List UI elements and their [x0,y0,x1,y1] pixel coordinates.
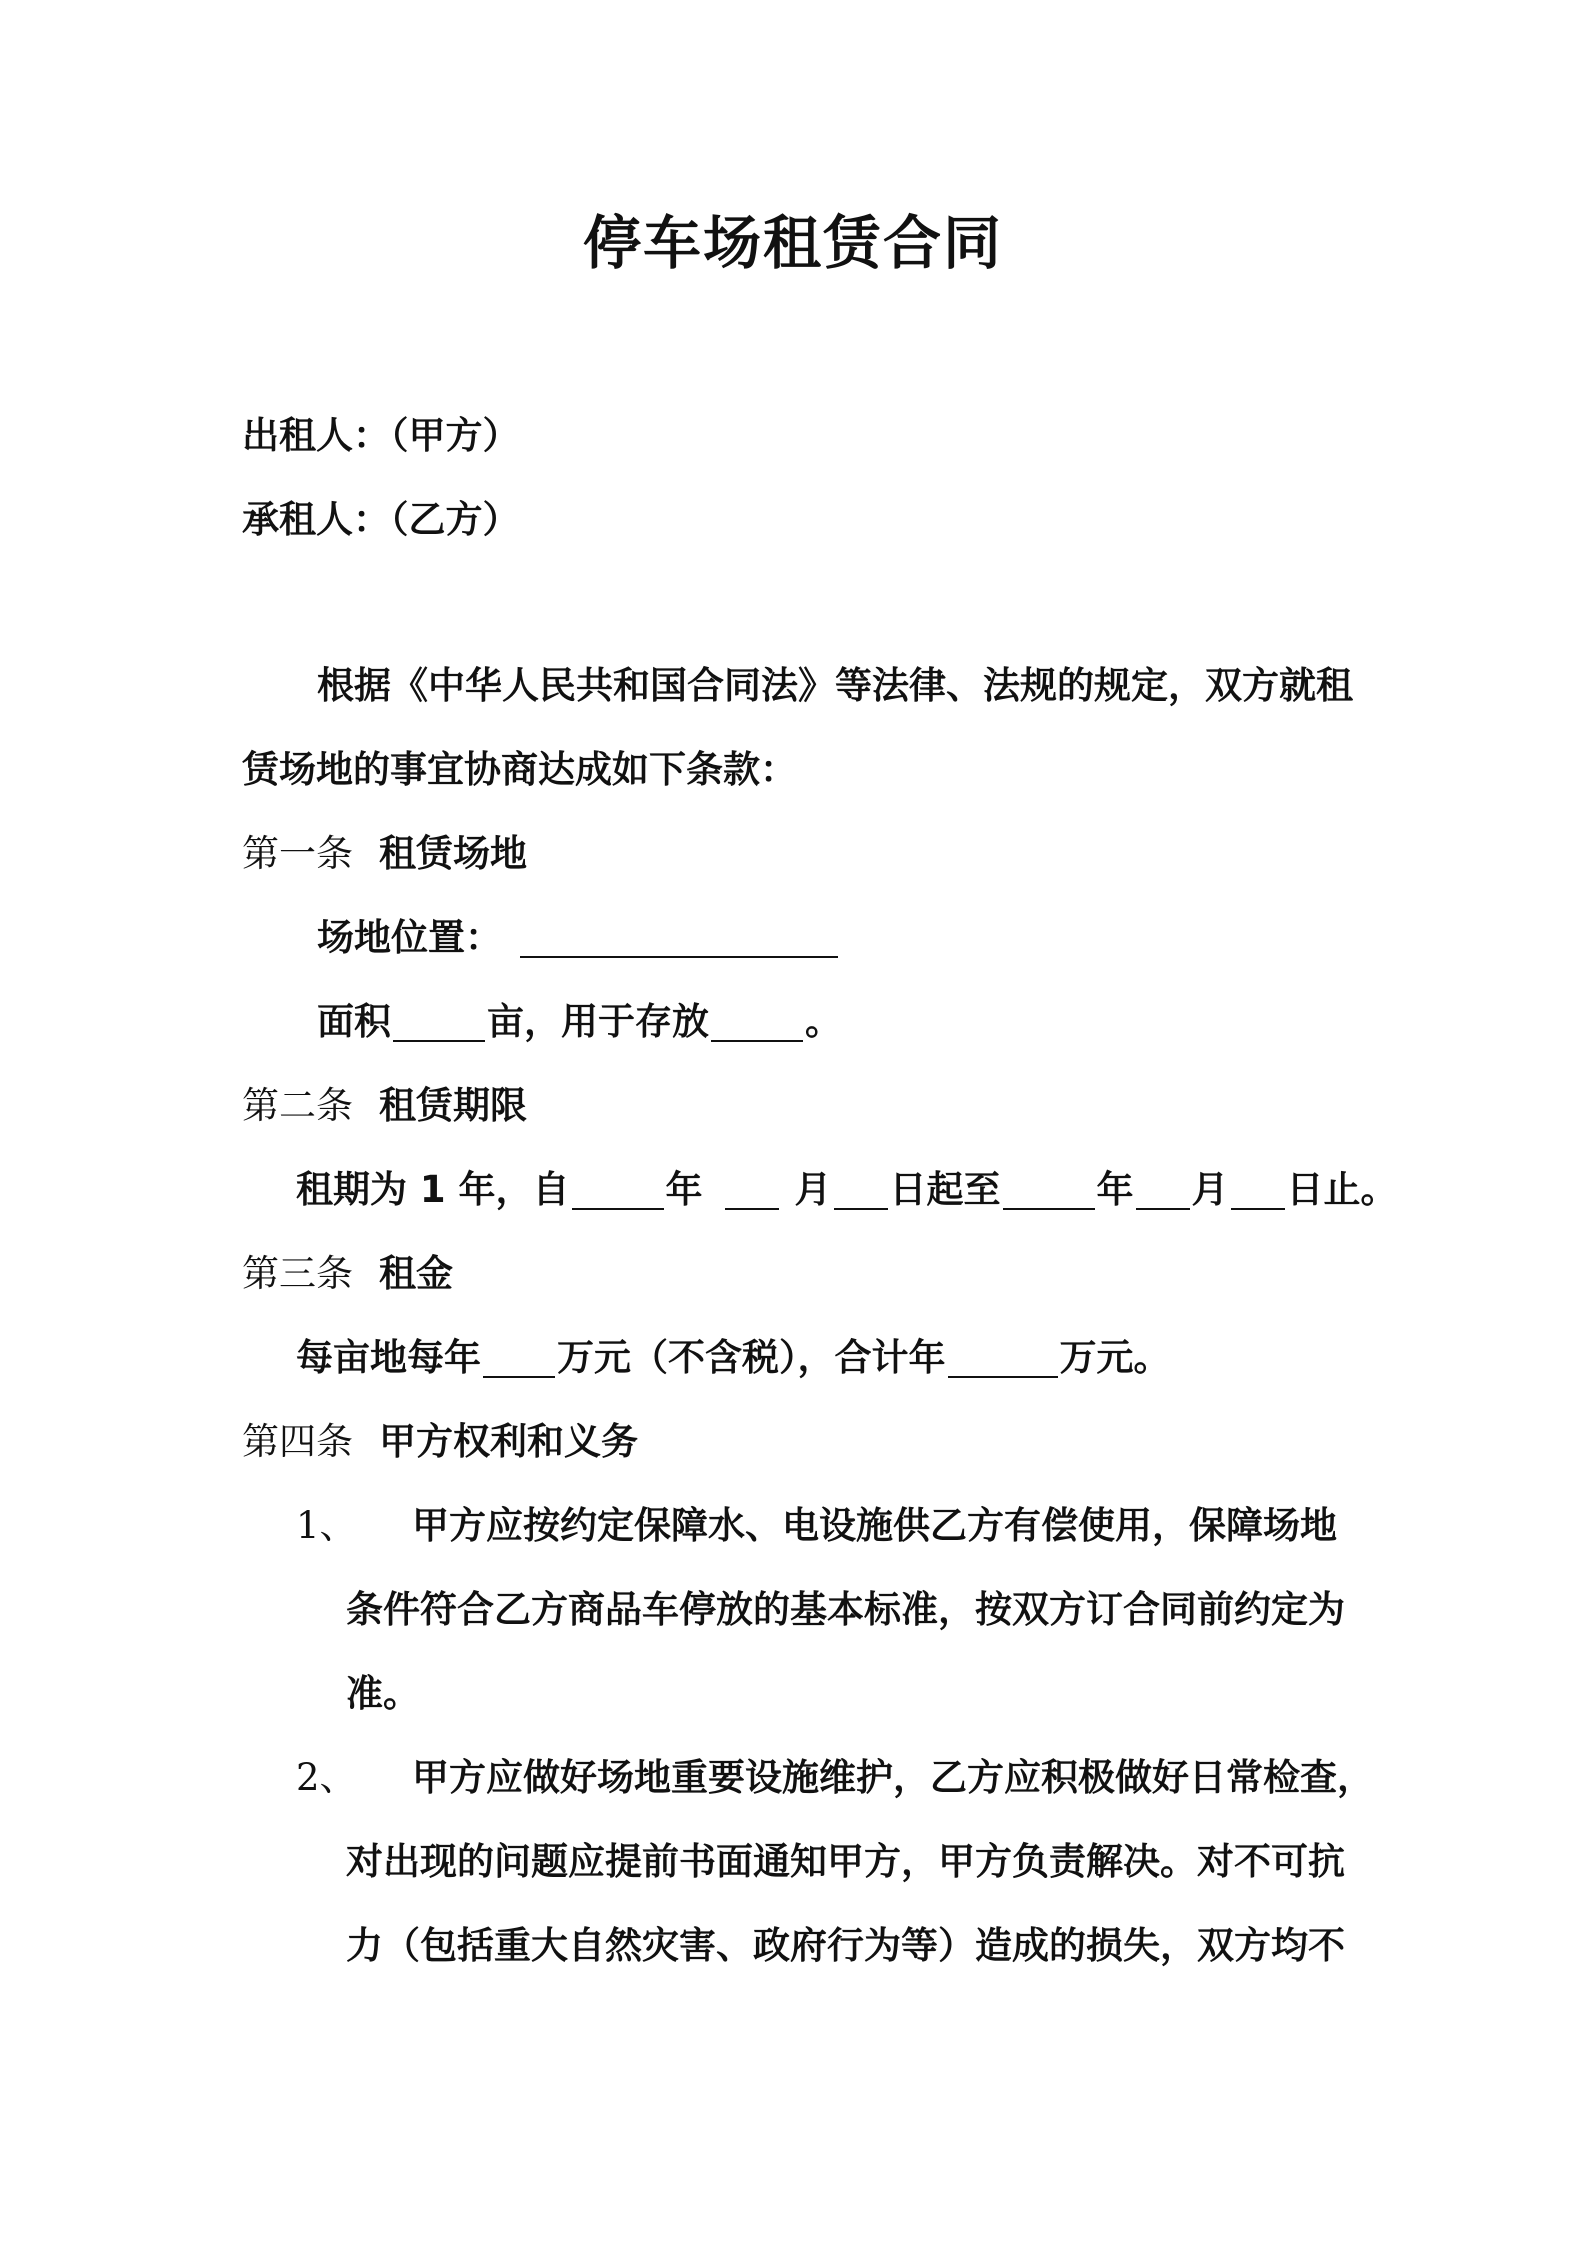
list-item [296,1754,1374,1802]
article-3-heading: 租金 [379,1252,453,1295]
site-area-line [317,998,842,1046]
lease-term-line [296,1166,1398,1214]
site-location-line [317,914,840,962]
list-item-line: 条件符合乙方商品车停放的基本标准，按双方订合同前约定为 [346,1588,1345,1631]
article-2-heading: 租赁期限 [379,1084,527,1127]
lease-term-text-3: 月 [794,1168,832,1211]
article-4-number: 第四条 [242,1420,353,1463]
article-1-number: 第一条 [242,832,353,875]
list-item-number: 1、 [296,1504,357,1547]
article-3-header [242,1250,453,1298]
rent-per-mu-blank [483,1375,555,1378]
storage-blank [711,1039,803,1042]
list-item [296,1502,1337,1550]
article-2-header [242,1082,527,1130]
list-item-number: 2、 [296,1756,357,1799]
lessee-line: 承租人：（乙方） [242,498,520,541]
rent-total-blank [948,1375,1058,1378]
rent-text-1: 每亩地每年 [296,1336,481,1379]
list-item-line: 准。 [346,1672,420,1715]
lease-term-text-2: 年 [665,1168,703,1211]
article-1-header [242,830,527,878]
site-location-blank [520,955,838,958]
rent-line [296,1334,1171,1382]
area-label: 面积 [317,1000,391,1043]
lease-term-text-6: 月 [1191,1168,1229,1211]
end-year-blank [1003,1207,1095,1210]
lease-term-text-5: 年 [1096,1168,1134,1211]
document-title: 停车场租赁合同 [582,209,1003,277]
list-item-line: 对出现的问题应提前书面通知甲方，甲方负责解决。对不可抗 [346,1840,1345,1883]
preamble-line-1: 根据《中华人民共和国合同法》等法律、法规的规定，双方就租 [317,664,1353,707]
lease-term-text-7: 日止。 [1286,1168,1398,1211]
rent-text-2: 万元（不含税），合计年 [557,1336,946,1379]
list-item-line: 甲方应按约定保障水、电设施供乙方有偿使用，保障场地 [412,1504,1337,1547]
article-4-heading: 甲方权利和义务 [379,1420,638,1463]
list-item-line: 甲方应做好场地重要设施维护，乙方应积极做好日常检查， [412,1756,1374,1799]
article-4-header [242,1418,638,1466]
preamble-line-2: 赁场地的事宜协商达成如下条款： [242,748,797,791]
lease-term-text-4: 日起至 [889,1168,1001,1211]
area-end-text: 。 [805,1000,842,1043]
end-month-blank [1136,1207,1190,1210]
article-3-number: 第三条 [242,1252,353,1295]
start-month-blank [725,1207,779,1210]
list-item-line: 力（包括重大自然灾害、政府行为等）造成的损失，双方均不 [346,1924,1345,1967]
end-day-blank [1231,1207,1285,1210]
start-day-blank [834,1207,888,1210]
rent-text-3: 万元。 [1059,1336,1171,1379]
site-location-label: 场地位置： [317,916,502,959]
article-2-number: 第二条 [242,1084,353,1127]
area-unit-text: 亩，用于存放 [487,1000,709,1043]
article-1-heading: 租赁场地 [379,832,527,875]
area-blank [393,1039,485,1042]
lessor-line: 出租人：（甲方） [242,414,520,457]
start-year-blank [572,1207,664,1210]
lease-term-text-1: 租期为 1 年，自 [296,1168,570,1211]
